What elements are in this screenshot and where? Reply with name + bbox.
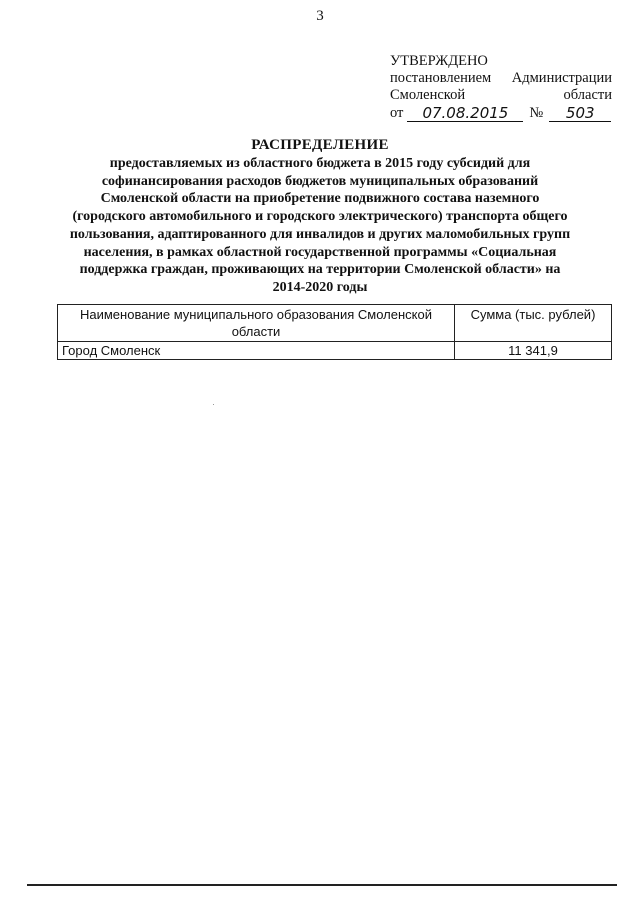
date-prefix: от: [390, 105, 404, 121]
approval-oblast-word: области: [563, 87, 612, 103]
approval-date-line: [390, 105, 612, 122]
document-subtitle: [50, 155, 590, 297]
subtitle-line: Смоленской области на приобретение подвижного состава наземного: [100, 191, 540, 207]
approval-heading: УТВЕРЖДЕНО: [390, 53, 488, 69]
approval-decree-word: постановлением: [390, 70, 492, 86]
table-header-row: [58, 305, 612, 342]
table-row: [58, 342, 612, 360]
subtitle-line: поддержка граждан, проживающих на территории Смоленской области» на: [79, 262, 561, 278]
bottom-divider: [27, 884, 617, 886]
approval-line-3: [390, 87, 612, 104]
approval-stamp: [390, 53, 612, 122]
scan-speck: [213, 404, 214, 405]
approval-line-2: [390, 70, 612, 87]
handwritten-date: 07.08.2015: [407, 105, 523, 122]
municipality-name-cell: Город Смоленск: [58, 342, 455, 360]
amount-cell: 11 341,9: [455, 342, 612, 360]
subtitle-line: софинансирования расходов бюджетов муниципальных образований: [101, 173, 539, 189]
document-title: РАСПРЕДЕЛЕНИЕ: [251, 137, 389, 153]
subtitle-line: населения, в рамках областной государственной программы «Социальная: [83, 244, 557, 260]
subtitle-line: пользования, адаптированного для инвалидов и других маломобильных групп: [69, 226, 571, 242]
number-sign: №: [529, 105, 544, 121]
subtitle-line: (городского автомобильного и городского электрического) транспорта общего: [72, 209, 568, 225]
approval-administration-word: Администрации: [511, 70, 612, 86]
approval-region-word: Смоленской: [390, 87, 466, 103]
distribution-table: [57, 304, 612, 360]
header-municipality: Наименование муниципального образования Смоленской области: [58, 305, 455, 342]
subtitle-line: 2014-2020 годы: [272, 279, 368, 295]
handwritten-number: 503: [549, 105, 611, 122]
subtitle-line: предоставляемых из областного бюджета в 2015 году субсидий для: [109, 156, 531, 171]
page-number: 3: [316, 8, 324, 24]
header-amount: Сумма (тыс. рублей): [455, 305, 612, 342]
